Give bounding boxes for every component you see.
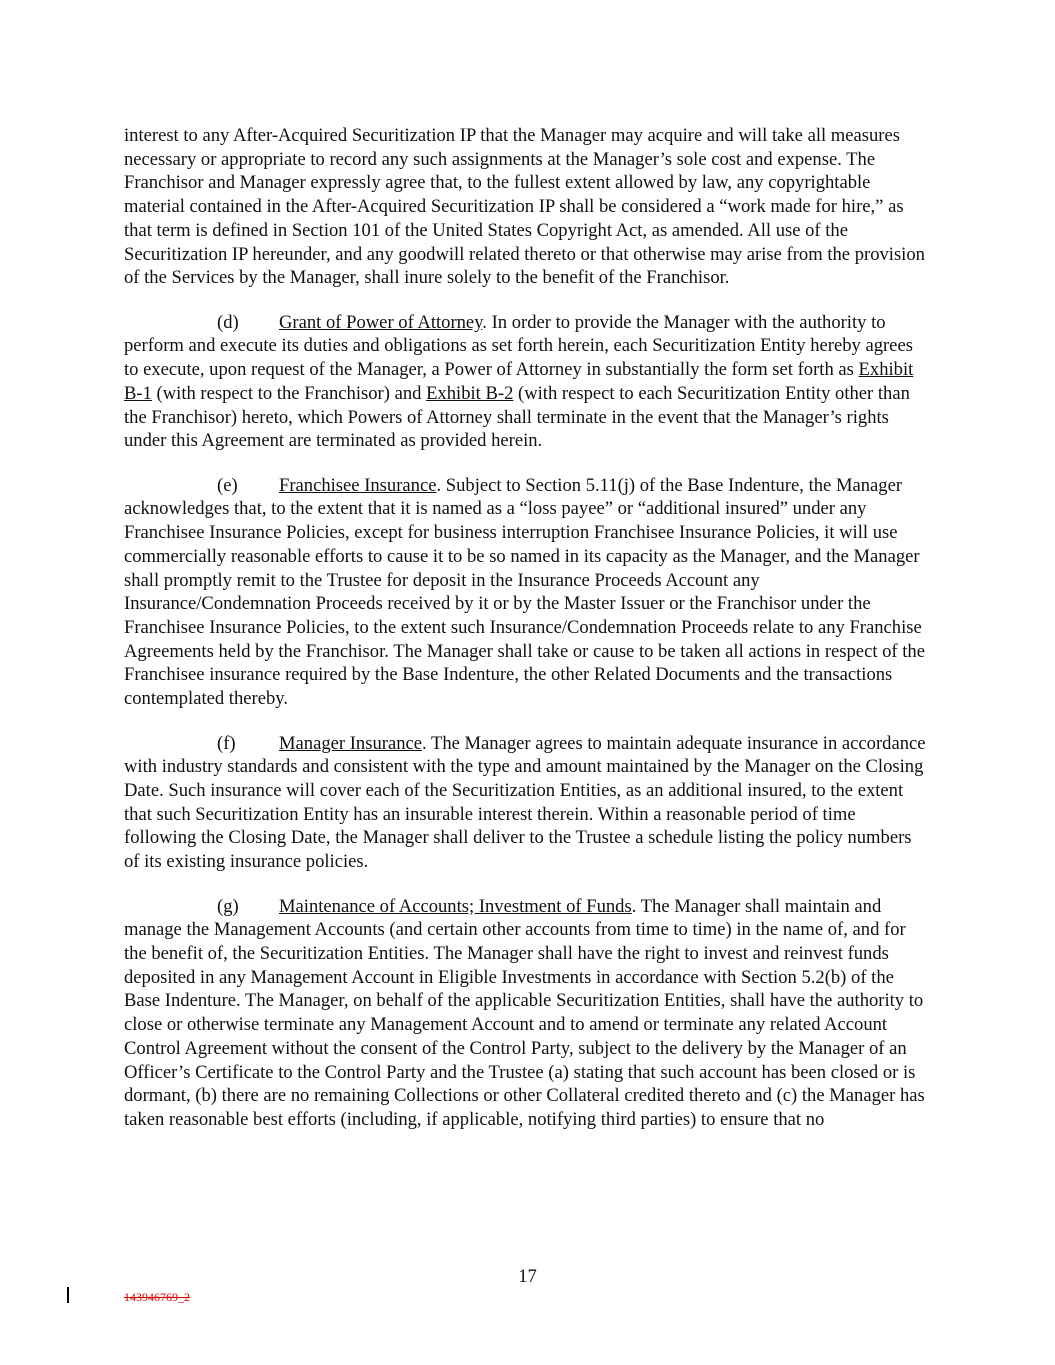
section-d-heading: Grant of Power of Attorney bbox=[279, 311, 483, 333]
section-g-label: (g) bbox=[217, 895, 239, 917]
section-e-heading: Franchisee Insurance bbox=[279, 474, 437, 496]
revision-change-bar bbox=[67, 1287, 69, 1303]
section-e-label: (e) bbox=[217, 474, 238, 496]
section-d-text1: . In order to provide the Manager with the authority to perform and execute its duties and obligations as set forth herein, each Securitization Entity hereby agrees to execute, upon request of the Manager, a Power of Attorney in substantially the form set forth as bbox=[124, 311, 913, 381]
section-e-paragraph bbox=[124, 474, 930, 711]
section-f-label: (f) bbox=[217, 732, 236, 754]
exhibit-b1-reference: Exhibit B-1 bbox=[124, 359, 914, 404]
section-f-heading: Manager Insurance bbox=[279, 732, 422, 754]
section-e-text: . Subject to Section 5.11(j) of the Base Indenture, the Manager acknowledges that, to the extent that it is named as a “loss payee” or “additional insured” under any Franchisee Insurance Policies, except for business interruption Franchisee Insurance Policies, it will use commercially reasonable efforts to cause it to be so named in its capacity as the Manager, and the Manager shall promptly remit to the Trustee for deposit in the Insurance Proceeds Account any Insurance/Condemnation Proceeds received by it or by the Master Issuer or the Franchisor under the Franchisee Insurance Policies, to the extent such Insurance/Condemnation Proceeds relate to any Franchise Agreements held by the Franchisor. The Manager shall take or cause to be taken all actions in respect of the Franchisee insurance required by the Base Indenture, the other Related Documents and the transactions contemplated thereby. bbox=[124, 474, 925, 710]
section-g-heading: Maintenance of Accounts; Investment of Funds bbox=[279, 895, 632, 917]
page-number: 17 bbox=[518, 1266, 537, 1287]
section-g-paragraph bbox=[124, 895, 930, 1132]
section-f-text: . The Manager agrees to maintain adequate insurance in accordance with industry standards and consistent with the type and amount maintained by the Manager on the Closing Date. Such insurance will cover each of the Securitization Entities, as an additional insured, to the extent that such Securitization Entity has an insurable interest therein. Within a reasonable period of time following the Closing Date, the Manager shall deliver to the Trustee a schedule listing the policy numbers of its existing insurance policies. bbox=[124, 732, 926, 873]
section-f-paragraph bbox=[124, 732, 930, 874]
section-d-label: (d) bbox=[217, 311, 239, 333]
section-d-paragraph bbox=[124, 311, 930, 453]
section-d-text2: (with respect to the Franchisor) and bbox=[151, 382, 427, 404]
exhibit-b2-reference: Exhibit B-2 bbox=[426, 382, 514, 404]
section-g-text: . The Manager shall maintain and manage the Management Accounts (and certain other accounts from time to time) in the name of, and for the benefit of, the Securitization Entities. The Manager shall have the right to invest and reinvest funds deposited in any Management Account in Eligible Investments in accordance with Section 5.2(b) of the Base Indenture. The Manager, on behalf of the applicable Securitization Entities, shall have the authority to close or otherwise terminate any Management Account and to amend or terminate any related Account Control Agreement without the consent of the Control Party, subject to the delivery by the Manager of an Officer’s Certificate to the Control Party and the Trustee (a) stating that such account has been closed or is dormant, (b) there are no remaining Collections or other Collateral credited thereto and (c) the Manager has taken reasonable best efforts (including, if applicable, notifying third parties) to ensure that no bbox=[124, 895, 925, 1130]
intro-paragraph bbox=[124, 124, 930, 290]
document-body bbox=[124, 124, 930, 1152]
section-d-text3: (with respect to each Securitization Entity other than the Franchisor) hereto, which Powers of Attorney shall terminate in the event that the Manager’s rights under this Agreement are terminated as provided herein. bbox=[124, 382, 910, 452]
document-id: 143946769_2 bbox=[124, 1290, 190, 1304]
intro-text: interest to any After-Acquired Securitization IP that the Manager may acquire and will take all measures necessary or appropriate to record any such assignments at the Manager’s sole cost and expense. The Franchisor and Manager expressly agree that, to the fullest extent allowed by law, any copyrightable material contained in the After-Acquired Securitization IP shall be considered a “work made for hire,” as that term is defined in Section 101 of the United States Copyright Act, as amended. All use of the Securitization IP hereunder, and any goodwill related thereto or that otherwise may arise from the provision of the Services by the Manager, shall inure solely to the benefit of the Franchisor. bbox=[124, 125, 925, 289]
